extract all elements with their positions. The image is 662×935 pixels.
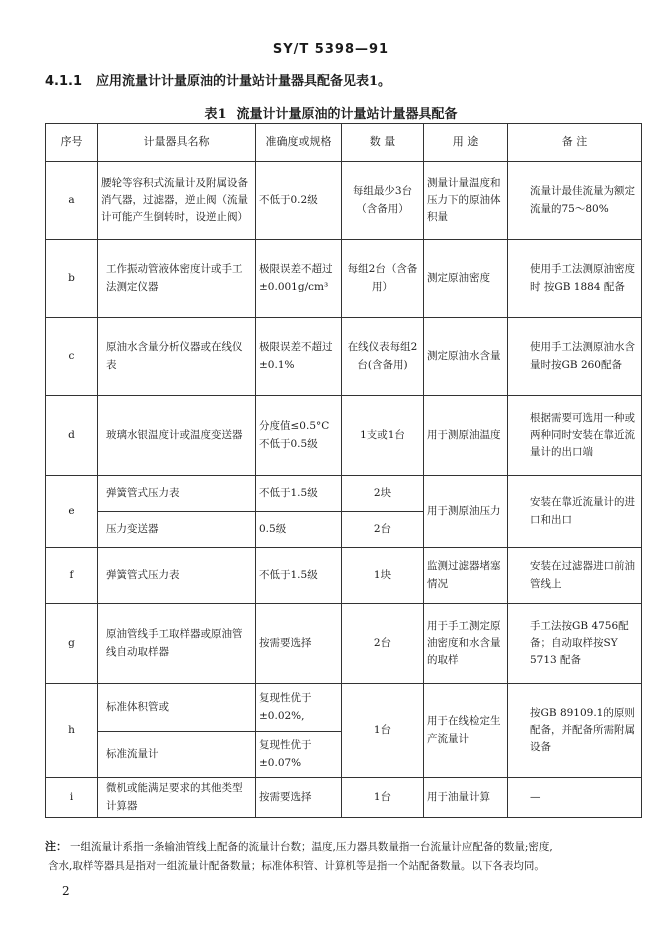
row-quantity: 1台 <box>342 684 424 778</box>
row-use: 测量计量温度和压力下的原油体积量 <box>424 162 508 240</box>
row-seq: a <box>46 162 98 240</box>
standard-number: SY/T 5398—91 <box>272 42 390 57</box>
row-use: 监测过滤器堵塞情况 <box>424 548 508 604</box>
equipment-table <box>45 123 642 818</box>
header-accuracy: 准确度或规格 <box>256 124 342 162</box>
row-seq: b <box>46 240 98 318</box>
header-name: 计量器具名称 <box>98 124 256 162</box>
row-use: 用于测原油温度 <box>424 396 508 476</box>
header-use: 用 途 <box>424 124 508 162</box>
row-accuracy: 复现性优于±0.02%, <box>256 684 342 732</box>
table-row <box>46 684 642 732</box>
section-text: 应用流量计计量原油的计量站计量器具配备见表1。 <box>96 74 392 89</box>
row-remark: 根据需要可选用一种或两种同时安装在靠近流量计的出口端 <box>508 396 642 476</box>
row-use: 用于手工测定原油密度和水含量的取样 <box>424 604 508 684</box>
row-seq: h <box>46 684 98 778</box>
table-caption <box>0 103 662 122</box>
row-quantity: 1块 <box>342 548 424 604</box>
row-accuracy: 按需要选择 <box>256 778 342 818</box>
note-line-1: 一组流量计系指一条输油管线上配备的流量计台数；温度,压力器具数量指一台流量计应配备的数量;密度, <box>70 841 553 853</box>
row-quantity: 2块 <box>342 476 424 512</box>
row-accuracy: 极限误差不超过±0.001g/cm³ <box>256 240 342 318</box>
table-row <box>46 476 642 512</box>
note-line-2: 含水,取样等器具是指对一组流量计配备数量；标准体积管、计算机等是指一个站配备数量。以下各表均同。 <box>48 860 545 872</box>
page-number: 2 <box>62 884 70 898</box>
table-caption-number: 表1 <box>204 107 227 122</box>
row-use: 用于油量计算 <box>424 778 508 818</box>
row-use: 测定原油水含量 <box>424 318 508 396</box>
row-seq: g <box>46 604 98 684</box>
row-accuracy: 不低于1.5级 <box>256 476 342 512</box>
row-accuracy: 不低于0.2级 <box>256 162 342 240</box>
row-use: 测定原油密度 <box>424 240 508 318</box>
table-row <box>46 548 642 604</box>
row-name: 弹簧管式压力表 <box>98 476 256 512</box>
row-name: 原油水含量分析仪器或在线仪表 <box>98 318 256 396</box>
table-row <box>46 604 642 684</box>
row-use: 用于在线检定生产流量计 <box>424 684 508 778</box>
row-seq: f <box>46 548 98 604</box>
row-quantity: 2台 <box>342 512 424 548</box>
note-label: 注： <box>45 840 67 853</box>
row-remark: 按GB 89109.1的原则配备，并配备所需附属设备 <box>508 684 642 778</box>
table-caption-title: 流量计计量原油的计量站计量器具配备 <box>236 107 458 122</box>
row-seq: e <box>46 476 98 548</box>
row-name: 微机或能满足要求的其他类型计算器 <box>98 778 256 818</box>
row-seq: c <box>46 318 98 396</box>
section-number: 4.1.1 <box>45 74 83 89</box>
row-name: 工作振动管液体密度计或手工法测定仪器 <box>98 240 256 318</box>
row-accuracy: 不低于1.5级 <box>256 548 342 604</box>
row-quantity: 在线仪表每组2台(含备用) <box>342 318 424 396</box>
row-name: 弹簧管式压力表 <box>98 548 256 604</box>
row-quantity: 每组2台（含备用） <box>342 240 424 318</box>
row-quantity: 每组最少3台（含备用） <box>342 162 424 240</box>
row-name: 标准体积管或 <box>98 684 256 732</box>
table-header-row <box>46 124 642 162</box>
row-remark: 安装在过滤器进口前油管线上 <box>508 548 642 604</box>
row-accuracy: 分度值≤0.5°C 不低于0.5级 <box>256 396 342 476</box>
row-use: 用于测原油压力 <box>424 476 508 548</box>
table-row <box>46 778 642 818</box>
row-accuracy: 复现性优于±0.07% <box>256 732 342 778</box>
header-quantity: 数 量 <box>342 124 424 162</box>
table-row <box>46 318 642 396</box>
row-remark: 流量计最佳流量为额定流量的75～80% <box>508 162 642 240</box>
row-name: 玻璃水银温度计或温度变送器 <box>98 396 256 476</box>
row-quantity: 2台 <box>342 604 424 684</box>
row-name: 压力变送器 <box>98 512 256 548</box>
row-remark: 使用手工法测原油水含量时按GB 260配备 <box>508 318 642 396</box>
row-remark: — <box>508 778 642 818</box>
row-remark: 手工法按GB 4756配备；自动取样按SY 5713 配备 <box>508 604 642 684</box>
row-remark: 使用手工法测原油密度时 按GB 1884 配备 <box>508 240 642 318</box>
header-remark: 备 注 <box>508 124 642 162</box>
table-row <box>46 396 642 476</box>
row-accuracy: 极限误差不超过±0.1% <box>256 318 342 396</box>
row-quantity: 1支或1台 <box>342 396 424 476</box>
table-row <box>46 240 642 318</box>
row-name: 标准流量计 <box>98 732 256 778</box>
row-name: 原油管线手工取样器或原油管线自动取样器 <box>98 604 256 684</box>
row-accuracy: 0.5级 <box>256 512 342 548</box>
header-seq: 序号 <box>46 124 98 162</box>
section-heading <box>45 70 391 89</box>
row-accuracy: 按需要选择 <box>256 604 342 684</box>
row-seq: i <box>46 778 98 818</box>
row-remark: 安装在靠近流量计的进口和出口 <box>508 476 642 548</box>
table-row <box>46 162 642 240</box>
row-quantity: 1台 <box>342 778 424 818</box>
row-name: 腰轮等容积式流量计及附属设备消气器，过滤器，逆止阀（流量计可能产生倒转时，设逆止阀） <box>98 162 256 240</box>
row-seq: d <box>46 396 98 476</box>
